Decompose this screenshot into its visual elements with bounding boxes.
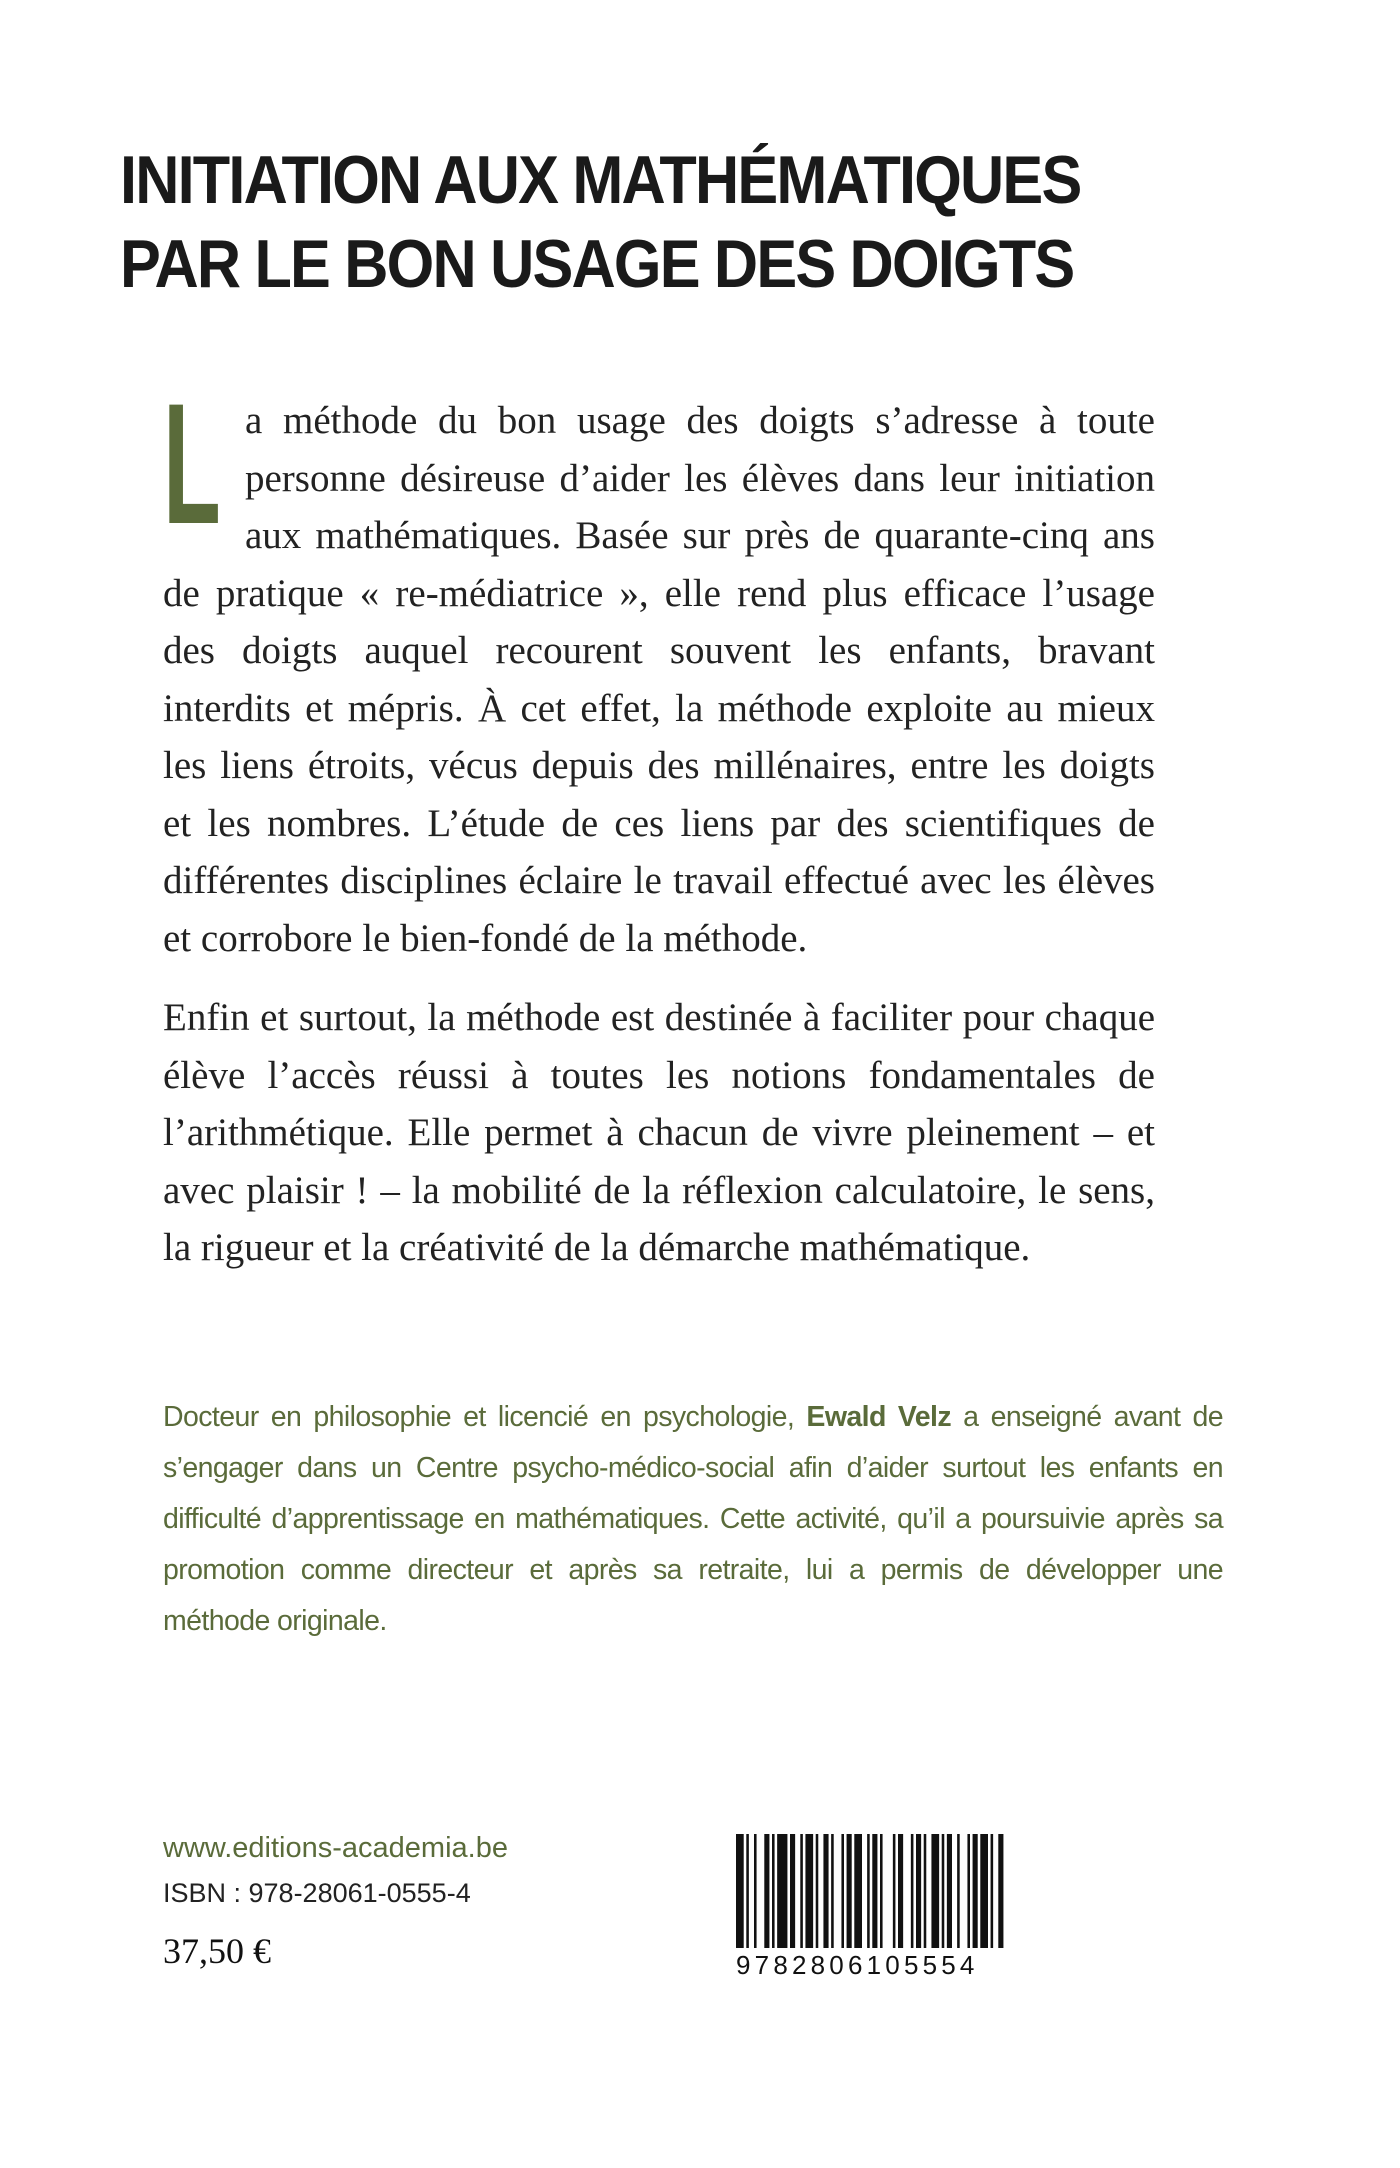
barcode-bar bbox=[746, 1834, 749, 1948]
barcode-bar bbox=[867, 1834, 870, 1948]
title-line-1: INITIATION AUX MATHÉMATIQUES bbox=[120, 142, 1081, 218]
drop-cap: L bbox=[163, 368, 221, 560]
barcode-bar bbox=[847, 1834, 852, 1948]
barcode-bar bbox=[777, 1834, 787, 1948]
barcode-bar bbox=[898, 1834, 903, 1948]
title-line-2: PAR LE BON USAGE DES DOIGTS bbox=[120, 226, 1074, 302]
barcode-digits: 9782806105554 bbox=[736, 1950, 979, 1980]
barcode-bar bbox=[790, 1834, 795, 1948]
barcode-bar bbox=[911, 1834, 914, 1948]
barcode-bar bbox=[754, 1834, 757, 1948]
barcode-bar bbox=[736, 1834, 744, 1948]
price: 37,50 € bbox=[163, 1931, 271, 1971]
publisher-website: www.editions-academia.be bbox=[163, 1832, 508, 1864]
barcode bbox=[736, 1834, 1006, 1948]
blurb-paragraph-1-text: a méthode du bon usage des doigts s’adresse à toute personne désireuse d’aider les élèves dans leur initiation aux mathématiques. Basée sur près de quarante-cinq ans de pratique « re-médiatrice », elle rend plus efficace l’usage des doigts auquel recourent souvent les enfants, bravant interdits et mépris. À cet effet, la méthode exploite au mieux les liens étroits, vécus depuis des millénaires, entre les doigts et les nombres. L’étude de ces liens par des scientifiques de différentes disciplines éclaire le travail effectué avec les élèves et corrobore le bien-fondé de la méthode. bbox=[163, 399, 1155, 960]
book-title bbox=[120, 138, 1182, 306]
bio-text-before: Docteur en philosophie et licencié en psychologie, bbox=[163, 1401, 807, 1433]
barcode-bar bbox=[872, 1834, 877, 1948]
barcode-bar bbox=[841, 1834, 844, 1948]
barcode-bar bbox=[942, 1834, 945, 1948]
barcode-bar bbox=[957, 1834, 960, 1948]
barcode-bar bbox=[916, 1834, 921, 1948]
barcode-bar bbox=[764, 1834, 769, 1948]
back-cover-blurb bbox=[163, 368, 1155, 1277]
barcode-bar bbox=[823, 1834, 828, 1948]
barcode-bar bbox=[947, 1834, 952, 1948]
blurb-paragraph-1 bbox=[163, 368, 1155, 967]
barcode-bar bbox=[991, 1834, 994, 1948]
barcode-bar bbox=[800, 1834, 803, 1948]
barcode-bar bbox=[931, 1834, 939, 1948]
blurb-paragraph-2: Enfin et surtout, la méthode est destinée à faciliter pour chaque élève l’accès réussi à toutes les notions fondamentales de l’arithmétique. Elle permet à chacun de vivre pleinement – et avec plaisir ! – la mobilité de la réflexion calculatoire, le sens, la rigueur et la créativité de la démarche mathématique. bbox=[163, 996, 1155, 1269]
barcode-bar bbox=[772, 1834, 775, 1948]
barcode-bar bbox=[893, 1834, 896, 1948]
barcode-bar bbox=[816, 1834, 819, 1948]
barcode-bar bbox=[967, 1834, 970, 1948]
barcode-bar bbox=[973, 1834, 978, 1948]
barcode-bar bbox=[980, 1834, 988, 1948]
bio-text-after: a enseigné avant de s’engager dans un Centre psycho-médico-social afin d’aider surtout les enfants en difficulté d’apprentissage en mathématiques. Cette activité, qu’il a poursuivie après sa promotion comme directeur et après sa retraite, lui a permis de développer une méthode originale. bbox=[163, 1401, 1223, 1637]
barcode-bar bbox=[924, 1834, 927, 1948]
author-name: Ewald Velz bbox=[806, 1401, 951, 1433]
barcode-bar bbox=[998, 1834, 1003, 1948]
barcode-bar bbox=[831, 1834, 834, 1948]
barcode-bar bbox=[880, 1834, 883, 1948]
isbn-number: ISBN : 978-28061-0555-4 bbox=[163, 1878, 471, 1908]
barcode-bar bbox=[805, 1834, 813, 1948]
barcode-bar bbox=[854, 1834, 862, 1948]
author-bio bbox=[163, 1392, 1223, 1647]
